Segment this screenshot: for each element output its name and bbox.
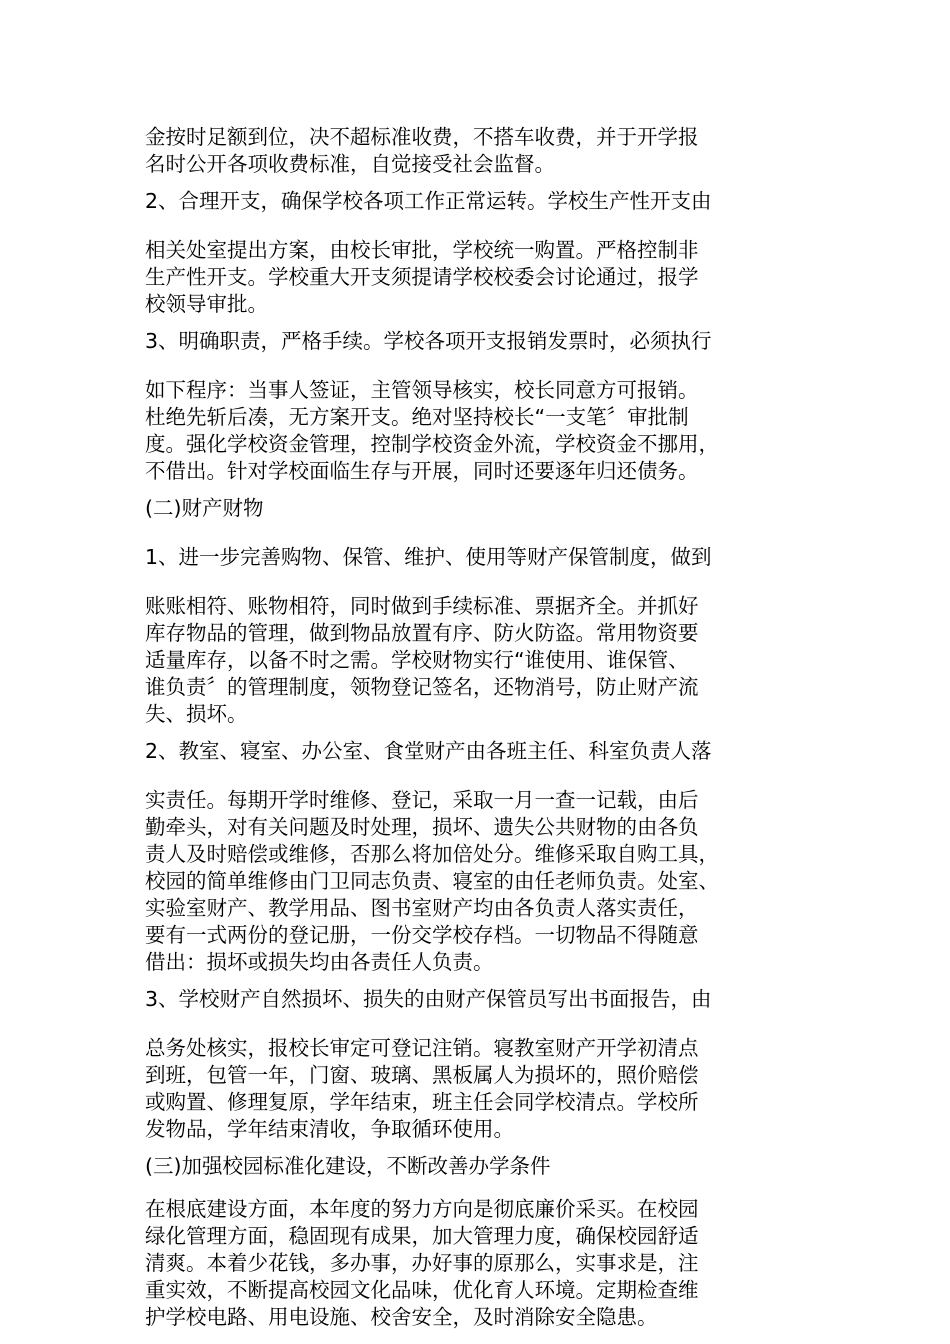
paragraph-maintenance-rules xyxy=(145,787,825,976)
paragraph-reimbursement-procedure xyxy=(145,377,825,485)
text-line: 勤牵头，对有关问题及时处理，损坏、遗失公共财物的由各负 xyxy=(145,815,699,839)
text-line: 要有一式两份的登记册，一份交学校存档。一切物品不得随意 xyxy=(145,923,699,947)
section-heading-property xyxy=(145,495,825,522)
section-heading-campus-standardization xyxy=(145,1153,825,1180)
text-line: 生产性开支。学校重大开支须提请学校校委会讨论通过，报学 xyxy=(145,265,699,289)
item-3-clear-duties xyxy=(145,328,825,355)
text-line: 到班，包管一年，门窗、玻璃、黑板属人为损坏的，照价赔偿 xyxy=(145,1063,699,1087)
text-line: 清爽。本着少花钱，多办事，办好事的原那么，实事求是，注 xyxy=(145,1251,699,1275)
item-2-reasonable-spending xyxy=(145,188,825,215)
text-line: 2、教室、寝室、办公室、食堂财产由各班主任、科室负责人落 xyxy=(145,739,712,763)
paragraph-inventory-management xyxy=(145,593,825,728)
text-line: 1、进一步完善购物、保管、维护、使用等财产保管制度，做到 xyxy=(145,545,712,569)
text-line: (三)加强校园标准化建设，不断改善办学条件 xyxy=(145,1154,551,1178)
text-line: 借出：损坏或损失均由各责任人负责。 xyxy=(145,950,494,974)
text-line: 3、明确职责，严格手续。学校各项开支报销发票时，必须执行 xyxy=(145,329,712,353)
text-line: (二)财产财物 xyxy=(145,496,264,520)
text-line: 绿化管理方面，稳固现有成果，加大管理力度，确保校园舒适 xyxy=(145,1224,699,1248)
text-line: 如下程序：当事人签证，主管领导核实，校长同意方可报销。 xyxy=(145,378,699,402)
item-2-room-responsibility xyxy=(145,738,825,765)
text-line: 总务处核实，报校长审定可登记注销。寝教室财产开学初清点 xyxy=(145,1036,699,1060)
text-line: 或购置、修理复原，学年结束，班主任会同学校清点。学校所 xyxy=(145,1090,699,1114)
text-line: 库存物品的管理，做到物品放置有序、防火防盗。常用物资要 xyxy=(145,621,699,645)
paragraph-infrastructure xyxy=(145,1196,825,1331)
text-line: 适量库存，以备不时之需。学校财物实行“谁使用、谁保管、 xyxy=(145,648,689,672)
item-3-damage-report xyxy=(145,986,825,1013)
text-line: 护学校电路、用电设施、校舍安全，及时消除安全隐患。 xyxy=(145,1305,658,1329)
text-line: 不借出。针对学校面临生存与开展，同时还要逐年归还债务。 xyxy=(145,459,699,483)
text-line: 校领导审批。 xyxy=(145,292,268,316)
text-line: 账账相符、账物相符，同时做到手续标准、票据齐全。并抓好 xyxy=(145,594,699,618)
text-line: 重实效，不断提高校园文化品味，优化育人环境。定期检查维 xyxy=(145,1278,699,1302)
text-line: 相关处室提出方案，由校长审批，学校统一购置。严格控制非 xyxy=(145,238,699,262)
text-line: 实责任。每期开学时维修、登记，采取一月一查一记载，由后 xyxy=(145,788,699,812)
document-body xyxy=(145,124,825,1331)
text-line: 金按时足额到位，决不超标准收费，不搭车收费，并于开学报 xyxy=(145,125,699,149)
paragraph-fee-disclosure xyxy=(145,124,825,178)
text-line: 2、合理开支，确保学校各项工作正常运转。学校生产性开支由 xyxy=(145,189,712,213)
text-line: 谁负责〞的管理制度，领物登记签名，还物消号，防止财产流 xyxy=(145,675,699,699)
paragraph-spending-approval xyxy=(145,237,825,318)
text-line: 发物品，学年结束清收，争取循环使用。 xyxy=(145,1117,514,1141)
text-line: 实验室财产、教学用品、图书室财产均由各负责人落实责任， xyxy=(145,896,699,920)
text-line: 名时公开各项收费标准，自觉接受社会监督。 xyxy=(145,152,555,176)
text-line: 度。强化学校资金管理，控制学校资金外流，学校资金不挪用， xyxy=(145,432,719,456)
text-line: 杜绝先斩后凑，无方案开支。绝对坚持校长“一支笔〞审批制 xyxy=(145,405,689,429)
text-line: 责人及时赔偿或维修，否那么将加倍处分。维修采取自购工具， xyxy=(145,842,719,866)
item-1-property-system xyxy=(145,544,825,571)
paragraph-asset-writeoff xyxy=(145,1035,825,1143)
text-line: 3、学校财产自然损坏、损失的由财产保管员写出书面报告，由 xyxy=(145,987,712,1011)
text-line: 失、损坏。 xyxy=(145,702,248,726)
text-line: 校园的简单维修由门卫同志负责、寝室的由任老师负责。处室、 xyxy=(145,869,719,893)
text-line: 在根底建设方面，本年度的努力方向是彻底廉价采买。在校园 xyxy=(145,1197,699,1221)
